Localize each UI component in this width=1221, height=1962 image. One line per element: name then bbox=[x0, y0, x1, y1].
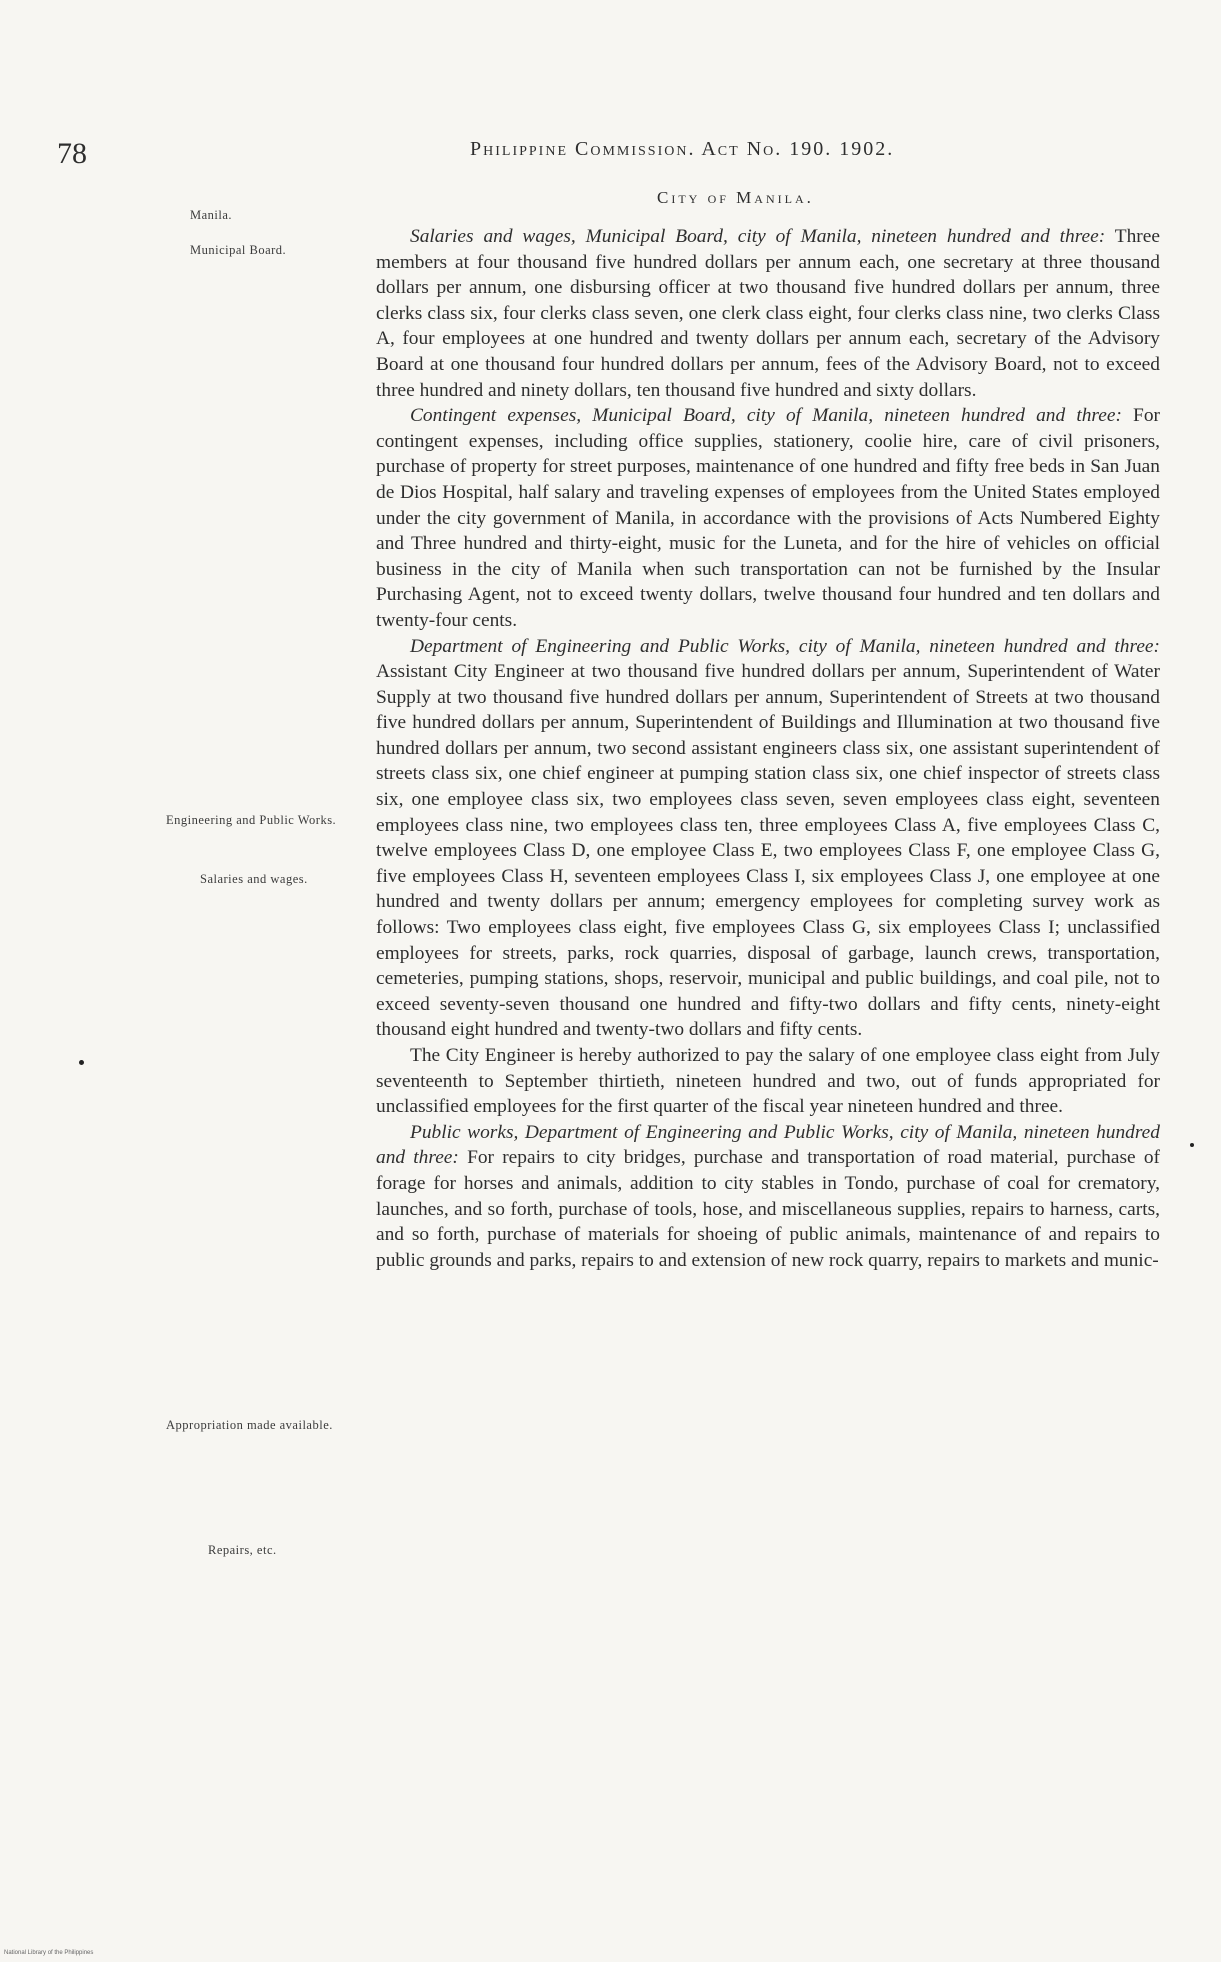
paragraph-body: Assistant City Engineer at two thousand five hundred dollars per annum, Superintendent of Water Supply at two thousand five hundred dollars per annum, Superintendent of Streets at two thousand five hundred dollars per annum, Superintendent of Buildings and Illumination at two thousand five hundred dollars per annum, two second assistant engineers class six, one assistant superintendent of streets class six, one chief engineer at pumping station class six, one chief inspector of streets class six, one employee class six, two employees class seven, seven employees class eight, seventeen employees class nine, two employees class ten, three employees Class A, five employees Class C, twelve employees Class D, one employee Class E, two employees Class F, one employee Class G, five employees Class H, seventeen employees Class I, six employees Class J, one employee at one hundred and twenty dollars per annum; emergency employees for completing survey work as follows: Two employees class eight, five employees Class G, six employees Class I; unclassified employees for streets, parks, rock quarries, disposal of garbage, launch crews, transportation, cemeteries, pumping stations, shops, reservoir, municipal and public buildings, and coal pile, not to exceed seventy-seven thousand one hundred and fifty-two dollars and fifty cents, ninety-eight thousand eight hundred and twenty-two dollars and fifty cents. bbox=[376, 661, 1160, 1041]
running-head: Philippine Commission. Act No. 190. 1902. bbox=[470, 138, 895, 160]
margin-note-manila: Manila. bbox=[190, 208, 233, 222]
margin-note-municipal-board: Municipal Board. bbox=[190, 243, 287, 257]
paragraph-body: Three members at four thousand five hundred dollars per annum each, one secretary at three thousand dollars per annum, one disbursing officer at two thousand five hundred dollars per annum, three clerks class six, four clerks class seven, one clerk class eight, four clerks class nine, two clerks Class A, four employees at one hundred and twenty dollars per annum each, secretary of the Advisory Board at one thousand four hundred dollars per annum, fees of the Advisory Board, not to exceed three hundred and ninety dollars, ten thousand five hundred and sixty dollars. bbox=[376, 226, 1160, 401]
paragraph-appropriation bbox=[376, 1043, 1160, 1120]
section-title: City of Manila. bbox=[657, 188, 814, 207]
page-number: 78 bbox=[57, 137, 87, 170]
margin-note-salaries: Salaries and wages. bbox=[200, 872, 308, 886]
paragraph-public-works bbox=[376, 1120, 1160, 1274]
paragraph-heading: Public works, Department of Engineering and Public Works, city of Manila, nineteen hundred and three: bbox=[376, 1121, 1160, 1169]
paragraph-heading: Salaries and wages, Municipal Board, city of Manila, nineteen hundred and three: bbox=[410, 226, 1106, 247]
margin-note-engineering: Engineering and Public Works. bbox=[166, 813, 337, 827]
ink-speck bbox=[1190, 1143, 1194, 1147]
paragraph-heading: Department of Engineering and Public Works, city of Manila, nineteen hundred and three: bbox=[410, 635, 1160, 657]
paragraph-body: For contingent expenses, including office supplies, stationery, coolie hire, care of civil prisoners, purchase of property for street purposes, maintenance of one hundred and fifty free beds in San Juan de Dios Hospital, half salary and traveling expenses of employees from the United States employed under the city government of Manila, in accordance with the provisions of Acts Numbered Eighty and Three hundred and thirty-eight, music for the Luneta, and for the hire of vehicles on official business in the city of Manila when such transportation can not be furnished by the Insular Purchasing Agent, not to exceed twenty dollars, twelve thousand four hundred and ten dollars and twenty-four cents. bbox=[376, 405, 1160, 631]
main-text bbox=[376, 224, 1160, 1273]
paragraph-body: The City Engineer is hereby authorized to pay the salary of one employee class eight from July seventeenth to September thirtieth, nineteen hundred and two, out of funds appropriated for unclassified employees for the first quarter of the fiscal year nineteen hundred and three. bbox=[376, 1045, 1160, 1118]
ink-speck bbox=[79, 1060, 84, 1065]
paragraph-contingent-expenses bbox=[376, 403, 1160, 633]
margin-note-appropriation: Appropriation made available. bbox=[166, 1418, 333, 1432]
margin-note-repairs: Repairs, etc. bbox=[208, 1543, 277, 1557]
footer-note: National Library of the Philippines bbox=[4, 1950, 94, 1956]
paragraph-body: For repairs to city bridges, purchase and transportation of road material, purchase of forage for horses and animals, addition to city stables in Tondo, purchase of coal for crematory, launches, and so forth, purchase of tools, hose, and miscellaneous supplies, repairs to harness, carts, and so forth, purchase of materials for shoeing of public animals, maintenance of and repairs to public grounds and parks, repairs to and extension of new rock quarry, repairs to markets and munic- bbox=[376, 1147, 1160, 1271]
paragraph-heading: Contingent expenses, Municipal Board, city of Manila, nineteen hundred and three: bbox=[410, 405, 1122, 427]
paragraph-engineering-public-works bbox=[376, 634, 1160, 1044]
paragraph-salaries-municipal-board bbox=[376, 224, 1160, 403]
